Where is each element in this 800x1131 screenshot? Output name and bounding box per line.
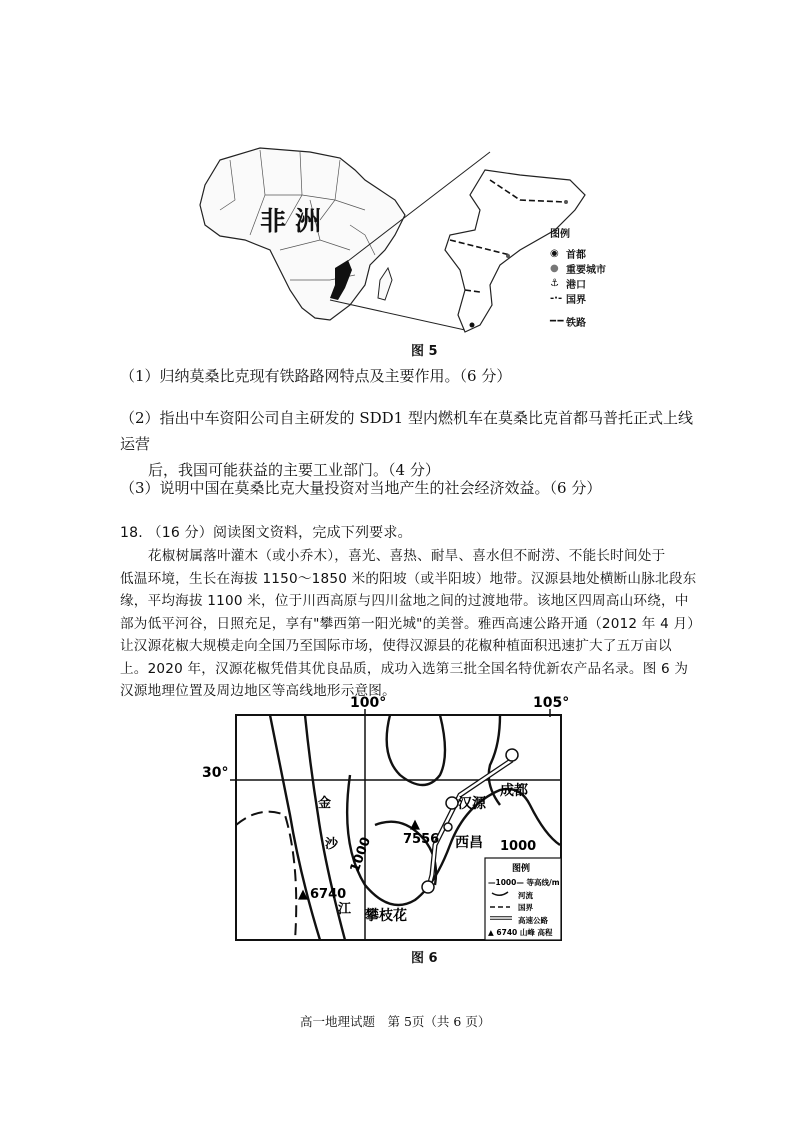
panzhihua-marker [422,881,434,893]
peak-icon: ▲ 6740 山峰 高程 [488,928,553,937]
panzhihua-label: 攀枝花 [365,908,407,924]
passage-line: 汉源地理位置及周边地区等高线地形示意图。 [120,683,396,699]
lat-30-label: 30° [202,765,229,781]
question-2: （2）指出中车资阳公司自主研发的 SDD1 型内燃机车在莫桑比克首都马普托正式上线运营 后，我国可能获益的主要工业部门。（4 分） [120,409,693,479]
contour-icon: —1000— 等高线/m [488,878,560,887]
hanyuan-marker [446,797,458,809]
passage-line: 让汉源花椒大规模走向全国乃至国际市场，使得汉源县的花椒种植面积迅速扩大了五万亩以 [120,638,672,654]
svg-text:高速公路: 高速公路 [518,916,548,925]
passage-line: 上。2020 年，汉源花椒凭借其优良品质，成功入选第三批全国名特优新农产品名录。图 6 为 [120,660,689,677]
madagascar [378,268,392,300]
question-18-header: 18. （16 分）阅读图文资料，完成下列要求。 [120,525,412,541]
major-city-icon: ● [550,263,559,274]
contour-label-1000-b: 1000 [500,839,537,854]
railway-icon: ━ ━ [550,316,563,327]
legend-title: 图例 [512,864,531,874]
page-footer: 高一地理试题 第 5页（共 6 页） [300,1014,491,1029]
africa-label: 非 洲 [260,207,322,237]
figure-5-caption: 图 5 [411,344,438,359]
river-char-3: 江 [338,902,352,917]
peak-icon: ▲ [298,887,308,902]
figure-5-legend: 图例 ◉ 首都 ● 重要城市 ⚓ 港口 -·- 国界 ━ ━ 铁路 [550,225,620,329]
port-icon: ⚓ [550,278,559,289]
hanyuan-label: 汉源 [458,796,486,812]
capital-icon: ◉ [550,248,559,259]
lon-105-label: 105° [533,695,570,711]
capital-marker [470,323,475,328]
svg-text:河流: 河流 [518,891,533,900]
svg-text:国界: 国界 [518,903,533,912]
river-char-1: 金 [318,796,332,811]
passage-line: 低温环境，生长在海拔 1150～1850 米的阳坡（或半阳坡）地带。汉源县地处横断山脉北段东 [120,570,697,587]
question-1: （1）归纳莫桑比克现有铁路路网特点及主要作用。（6 分） [120,367,512,385]
border-icon: -·- [550,293,563,304]
xichang-marker [444,823,452,831]
peak-6740-label: 6740 [310,887,347,902]
question-18-passage [120,545,710,703]
chengdu-marker [506,749,518,761]
legend-title: 图例 [550,229,570,240]
question-3: （3）说明中国在莫桑比克大量投资对当地产生的社会经济效益。（6 分） [120,479,602,497]
passage-line: 部为低平河谷，日照充足，享有"攀西第一阳光城"的美誉。雅西高速公路开通（2012 年 4 月） [120,615,702,632]
chengdu-label: 成都 [500,783,528,799]
xichang-label: 西昌 [455,835,483,851]
figure-5 [190,140,620,360]
figure-6-map [200,695,600,945]
peak-icon: ▲ [410,817,420,832]
figure-6-caption: 图 6 [411,951,438,966]
river-char-2: 沙 [325,837,339,852]
lon-100-label: 100° [350,695,387,711]
passage-line: 缘，平均海拔 1100 米，位于川西高原与四川盆地之间的过渡地带。该地区四周高山环绕，中 [120,593,689,609]
passage-line: 花椒树属落叶灌木（或小乔木），喜光、喜热、耐旱、喜水但不耐涝、不能长时间处于 [148,548,666,564]
contour-label-1000-a: 1000 [347,835,375,875]
peak-7556-label: 7556 [403,832,440,847]
figure-6 [200,695,600,945]
